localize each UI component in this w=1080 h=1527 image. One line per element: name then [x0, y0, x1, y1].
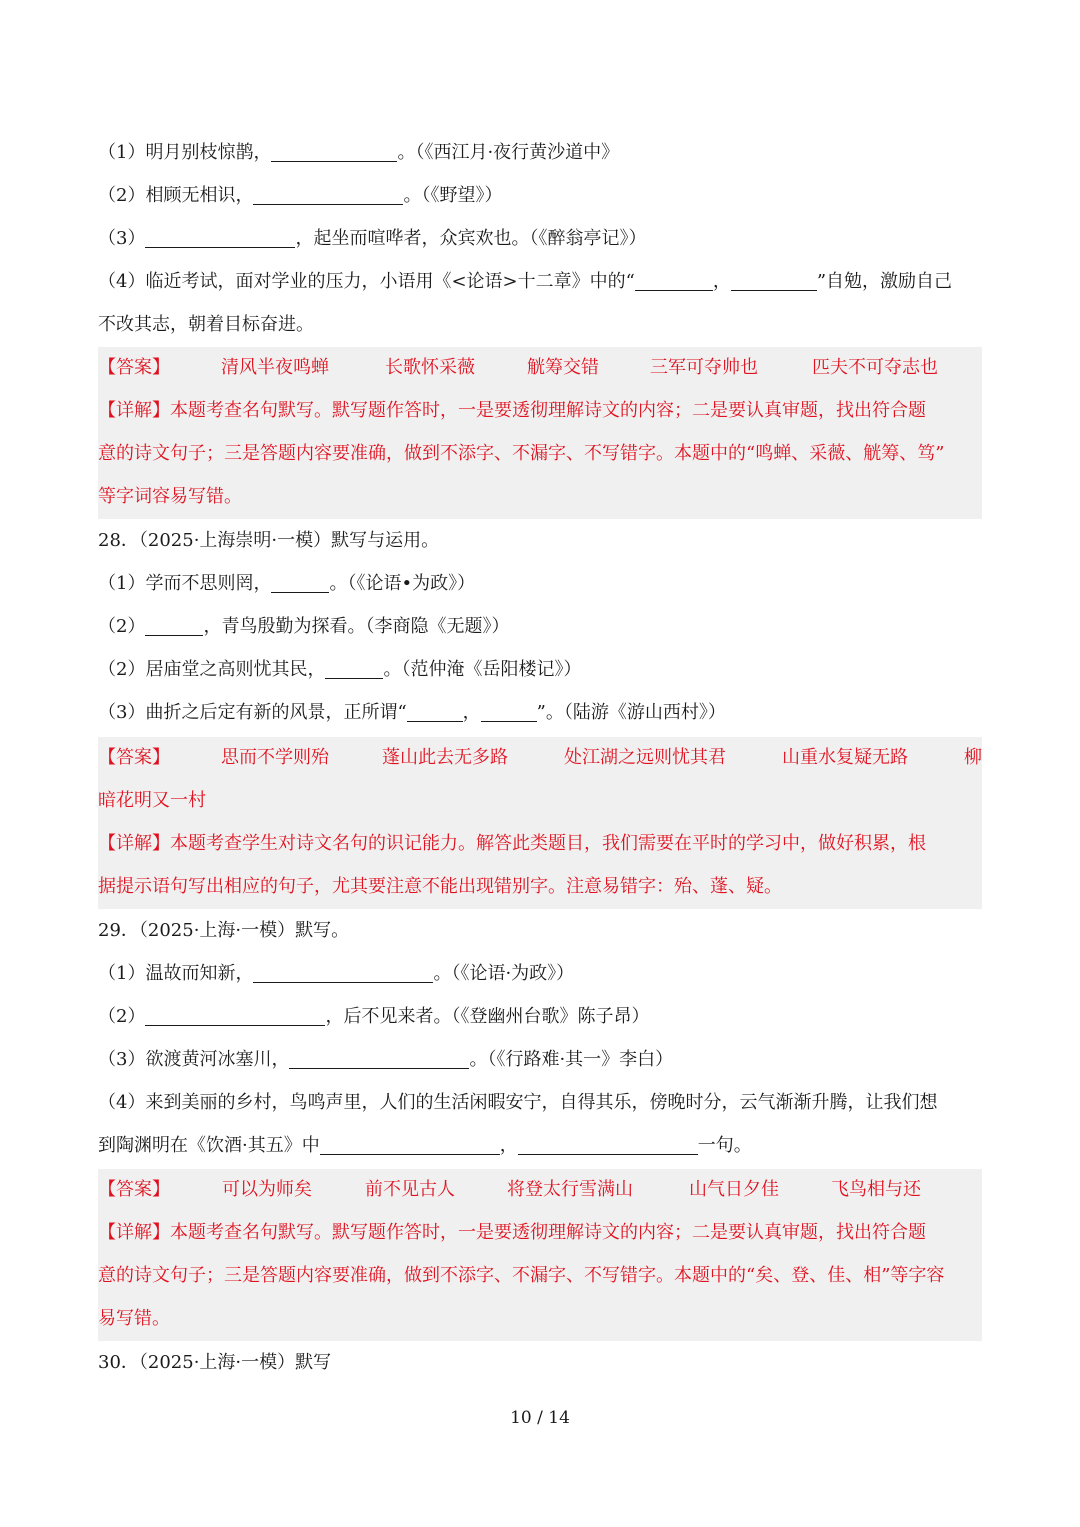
q27-sub3-source: ，起坐而喧哗者，众宾欢也。（《醉翁亭记》） [295, 228, 647, 249]
answer-blank [253, 182, 403, 205]
q27-detail-line: 等字词容易写错。 [98, 486, 242, 507]
separator: ， [712, 271, 731, 292]
q28-detail-line: 据提示语句写出相应的句子，尤其要注意不能出现错别字。注意易错字：殆、蓬、疑。 [98, 876, 782, 897]
answer-item: 匹夫不可夺志也 [812, 357, 938, 378]
q28-sub3-source: 。（范仲淹《岳阳楼记》） [383, 659, 582, 680]
q29-detail-line: 意的诗文句子；三是答题内容要准确，做到不添字、不漏字、不写错字。本题中的“矣、登、佳、相”等字容 [98, 1265, 945, 1286]
answer-label: 【答案】 [98, 747, 170, 768]
answer-label: 【答案】 [98, 1179, 170, 1200]
q27-sub2-source: 。（《野望》） [403, 185, 503, 206]
q28-detail-line: 【详解】本题考查学生对诗文名句的识记能力。解答此类题目，我们需要在平时的学习中，做好积累，根 [98, 833, 926, 854]
q28-sub2-source: ，青鸟殷勤为探看。（李商隐《无题》） [203, 616, 510, 637]
answer-blank [289, 1046, 469, 1069]
answer-blank [271, 570, 329, 593]
q30-title: 30．（2025·上海·一模）默写 [98, 1352, 332, 1373]
q27-sub4-prompt: （4）临近考试，面对学业的压力，小语用《<论语>十二章》中的“ [98, 271, 635, 292]
answer-blank [271, 139, 397, 162]
answer-item: 处江湖之远则忧其君 [564, 747, 726, 768]
q29-sub4: （4）来到美丽的乡村，鸟鸣声里，人们的生活闲暇安宁，自得其乐，傍晚时分，云气渐渐升腾，让我们想 [98, 1092, 938, 1113]
q27-sub4-suffix: ”自勉，激励自己 [816, 271, 953, 292]
q27-sub2 [98, 174, 982, 217]
q28-sub3 [98, 648, 982, 691]
answer-blank [731, 268, 817, 291]
answer-blank [325, 656, 383, 679]
q28-sub1-source: 。（《论语•为政》） [329, 573, 476, 594]
answer-blank [635, 268, 713, 291]
q28-answer-cont: 暗花明又一村 [98, 790, 206, 811]
answer-blank [145, 1003, 325, 1026]
q28-sub4-source: ”。（陆游《游山西村》） [536, 702, 726, 723]
answer-blank [518, 1132, 698, 1155]
q27-sub4 [98, 260, 982, 303]
answer-item: 山气日夕佳 [689, 1179, 779, 1200]
answer-blank [145, 613, 203, 636]
q27-detail-line: 意的诗文句子；三是答题内容要准确，做到不添字、不漏字、不写错字。本题中的“鸣蝉、采薇、觥筹、笃” [98, 443, 945, 464]
q29-sub4-suffix: 一句。 [697, 1135, 752, 1156]
q29-detail-line: 【详解】本题考查名句默写。默写题作答时，一是要透彻理解诗文的内容；二是要认真审题，找出符合题 [98, 1222, 926, 1243]
answer-item: 三军可夺帅也 [650, 357, 758, 378]
q27-sub1 [98, 131, 982, 174]
q29-sub1-source: 。（《论语·为政》） [433, 963, 575, 984]
answer-item: 将登太行雪满山 [507, 1179, 633, 1200]
q29-sub3-source: 。（《行路难·其一》李白） [469, 1049, 674, 1070]
q27-sub3 [98, 217, 982, 260]
answer-item: 山重水复疑无路 [782, 747, 908, 768]
q29-sub3-prompt: （3）欲渡黄河冰塞川， [98, 1049, 290, 1070]
q28-sub4 [98, 691, 982, 734]
answer-item: 长歌怀采薇 [385, 357, 475, 378]
answer-item: 前不见古人 [365, 1179, 455, 1200]
answer-blank [253, 960, 433, 983]
q29-sub2 [98, 995, 982, 1038]
q27-sub3-prompt: （3） [98, 228, 146, 249]
answer-blank [481, 699, 537, 722]
q29-sub2-prompt: （2） [98, 1006, 146, 1027]
q29-sub2-source: ，后不见来者。（《登幽州台歌》陈子昂） [325, 1006, 650, 1027]
answer-label: 【答案】 [98, 357, 170, 378]
q28-sub2-prompt: （2） [98, 616, 146, 637]
separator: ， [462, 702, 481, 723]
q28-sub2 [98, 605, 982, 648]
q28-sub3-prompt: （2）居庙堂之高则忧其民， [98, 659, 326, 680]
q29-sub4-cont [98, 1124, 982, 1167]
answer-item: 清风半夜鸣蝉 [221, 357, 329, 378]
q27-sub1-source: 。（《西江月·夜行黄沙道中》 [397, 142, 620, 163]
answer-blank [407, 699, 463, 722]
page-number: 10 / 14 [510, 1408, 570, 1428]
q29-detail-line: 易写错。 [98, 1308, 170, 1329]
answer-item: 可以为师矣 [222, 1179, 312, 1200]
q27-sub4-cont: 不改其志，朝着目标奋进。 [98, 314, 314, 335]
q29-sub3 [98, 1038, 982, 1081]
q28-title: 28．（2025·上海崇明·一模）默写与运用。 [98, 530, 440, 551]
answer-item: 蓬山此去无多路 [382, 747, 508, 768]
q28-sub1 [98, 562, 982, 605]
answer-item: 觥筹交错 [527, 357, 599, 378]
q29-sub4-prompt: 到陶渊明在《饮酒·其五》中 [98, 1135, 320, 1156]
q29-sub1 [98, 952, 982, 995]
q28-sub1-prompt: （1）学而不思则罔， [98, 573, 272, 594]
q27-sub2-prompt: （2）相顾无相识， [98, 185, 254, 206]
answer-item: 柳 [964, 747, 982, 768]
q29-sub1-prompt: （1）温故而知新， [98, 963, 254, 984]
q29-title: 29．（2025·上海·一模）默写。 [98, 920, 350, 941]
answer-blank [145, 225, 295, 248]
q27-sub1-prompt: （1）明月别枝惊鹊， [98, 142, 272, 163]
answer-blank [320, 1132, 500, 1155]
separator: ， [499, 1135, 518, 1156]
q27-detail-line: 【详解】本题考查名句默写。默写题作答时，一是要透彻理解诗文的内容；二是要认真审题，找出符合题 [98, 400, 926, 421]
answer-item: 思而不学则殆 [221, 747, 329, 768]
answer-item: 飞鸟相与还 [831, 1179, 921, 1200]
q28-sub4-prompt: （3）曲折之后定有新的风景，正所谓“ [98, 702, 407, 723]
